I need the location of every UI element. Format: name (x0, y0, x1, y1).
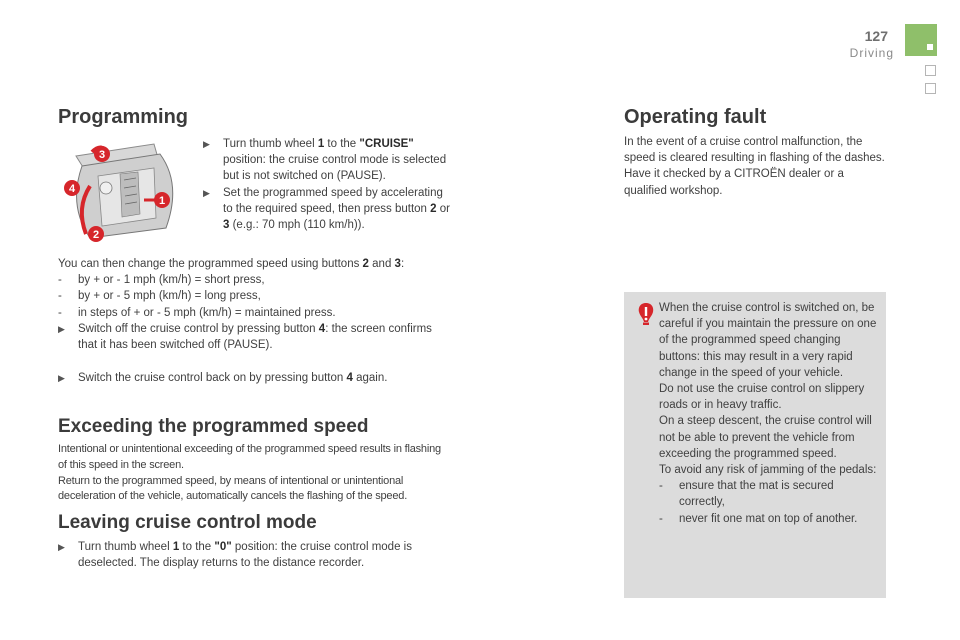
paragraph: Return to the programmed speed, by means of intentional or unintentional deceleration of the vehicle, automatically cancels the flashing of the speed. (58, 474, 408, 503)
triangle-bullet-icon: ▶ (58, 373, 65, 383)
leaving-title: Leaving cruise control mode (58, 512, 317, 533)
callout-label: 4 (68, 183, 76, 195)
speed-change-text (58, 256, 448, 353)
warning-exclamation-icon (636, 302, 656, 326)
callout-label: 1 (158, 195, 166, 207)
warning-text (659, 300, 877, 527)
paragraph: Do not use the cruise control on slippery roads or in heavy traffic. (659, 383, 865, 412)
page-marker-box (925, 65, 936, 76)
paragraph: Intentional or unintentional exceeding of the programmed speed results in flashing of this speed in the screen. (58, 443, 441, 471)
list-item: ▶ Turn thumb wheel 1 to the "CRUISE" position: the cruise control mode is selected but is not switched on (PAUSE). (203, 138, 447, 183)
page-number: 127 (864, 28, 888, 44)
page-marker-box (925, 83, 936, 94)
list-item: - ensure that the mat is secured correctly, (659, 480, 834, 509)
list-item: ▶ Switch off the cruise control by pressing button 4: the screen confirms that it has been switched off (PAUSE). (58, 322, 432, 352)
steering-stalk-figure (58, 138, 186, 246)
paragraph: To avoid any risk of jamming of the pedals: (659, 464, 877, 477)
list-item: ▶ Set the programmed speed by accelerating to the required speed, then press button 2 or 3 (e.g.: 70 mph (110 km/h)). (203, 186, 450, 232)
triangle-bullet-icon: ▶ (203, 139, 210, 149)
paragraph: You can then change the programmed speed using buttons 2 and 3: (58, 258, 405, 270)
list-item: ▶ Turn thumb wheel 1 to the "0" position: the cruise control mode is deselected. The display returns to the distance recorder. (58, 541, 412, 570)
paragraph: On a steep descent, the cruise control will not be able to prevent the vehicle from exceeding the programmed speed. (659, 415, 872, 460)
section-tab (905, 24, 937, 56)
triangle-bullet-icon: ▶ (58, 323, 65, 334)
paragraph: When the cruise control is switched on, be careful if you maintain the pressure on one of the programmed speed changing buttons: this may result in a very rapid change in the speed of your vehicle. (659, 302, 877, 379)
section-title: Driving (849, 46, 894, 60)
switch-on-text (58, 370, 448, 386)
list-item: - never fit one mat on top of another. (659, 512, 858, 525)
list-item: - by + or - 5 mph (km/h) = long press, (58, 290, 261, 303)
programming-title: Programming (58, 106, 189, 128)
fault-title: Operating fault (624, 106, 767, 128)
fault-text: In the event of a cruise control malfunction, the speed is cleared resulting in flashing of the dashes. Have it checked by a CITROËN dealer or a qualified workshop. (624, 136, 885, 197)
list-item: - by + or - 1 mph (km/h) = short press, (58, 274, 265, 287)
callout-label: 3 (98, 149, 106, 161)
list-item: - in steps of + or - 5 mph (km/h) = maintained press. (58, 306, 336, 319)
leaving-text (58, 539, 448, 571)
triangle-bullet-icon: ▶ (58, 542, 65, 552)
callout-label: 2 (92, 229, 100, 241)
programming-bullets (203, 136, 453, 233)
list-item: ▶ Switch the cruise control back on by pressing button 4 again. (58, 370, 448, 386)
exceeding-text (58, 442, 443, 505)
exceeding-title: Exceeding the programmed speed (58, 416, 369, 437)
triangle-bullet-icon: ▶ (203, 187, 210, 198)
